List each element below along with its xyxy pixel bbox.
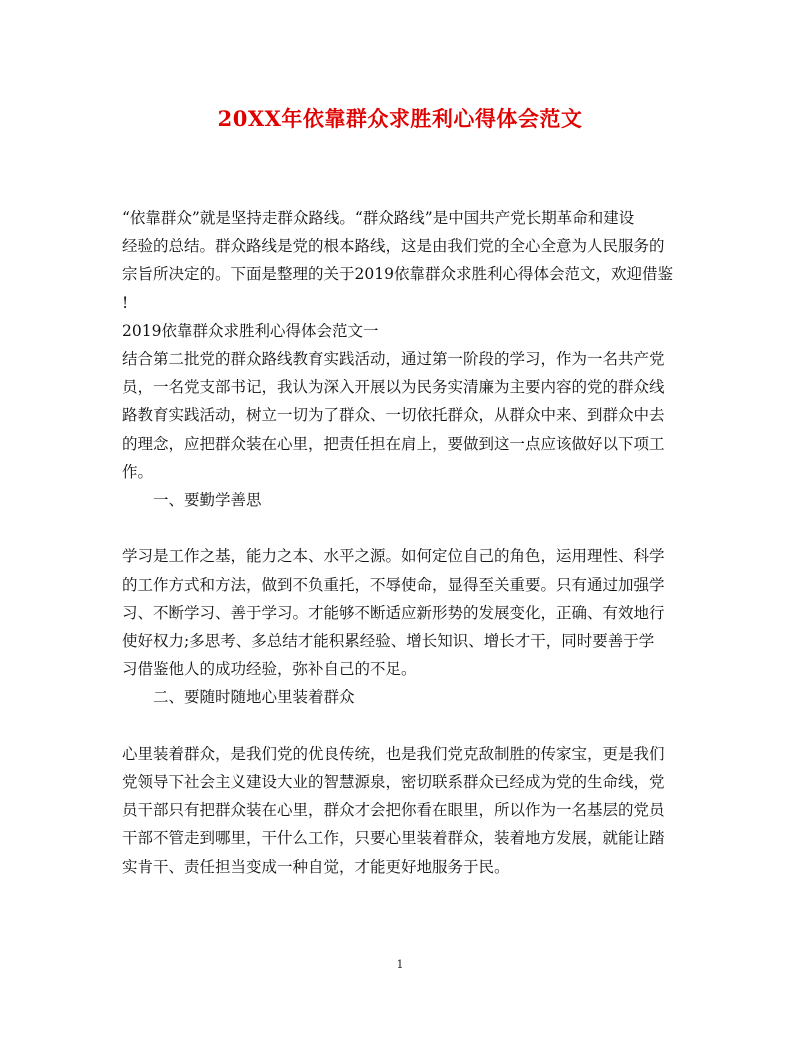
intro-line: “依靠群众”就是坚持走群众路线。“群众路线”是中国共产党长期革命和建设: [122, 209, 635, 227]
paragraph-line: 作。: [122, 462, 154, 481]
section-heading-text: 一、要勤学善思: [153, 491, 262, 510]
intro-line: 经验的总结。群众路线是党的根本路线，这是由我们党的全心全意为人民服务的: [122, 237, 665, 256]
paragraph-line: 的工作方式和方法，做到不负重托，不辱使命，显得至关重要。只有通过加强学: [122, 575, 665, 594]
paragraph-line: 员，一名党支部书记，我认为深入开展以为民务实清廉为主要内容的党的群众线: [122, 378, 665, 397]
intro-paragraph: [122, 204, 678, 317]
blank-line: [122, 514, 678, 542]
paragraph-line: 结合第二批党的群众路线教育实践活动，通过第一阶段的学习，作为一名共产党: [122, 350, 665, 369]
section-heading-2: [122, 683, 678, 711]
paragraph-line: 实肯干、责任担当变成一种自觉，才能更好地服务于民。: [122, 857, 510, 876]
paragraph-1: [122, 345, 678, 486]
document-title: 20XX年依靠群众求胜利心得体会范文: [217, 106, 583, 131]
document-body: [122, 204, 678, 881]
blank-line: [122, 712, 678, 740]
page-number: 1: [396, 958, 404, 971]
paragraph-line: 习、不断学习、善于学习。才能够不断适应新形势的发展变化，正确、有效地行: [122, 603, 665, 622]
article-subtitle-text: 2019依靠群众求胜利心得体会范文一: [122, 321, 379, 340]
paragraph-line: 学习是工作之基，能力之本、水平之源。如何定位自己的角色，运用理性、科学: [122, 547, 665, 566]
paragraph-line: 习借鉴他人的成功经验，弥补自己的不足。: [122, 660, 417, 679]
intro-line: !: [122, 293, 129, 312]
section-heading-1: [122, 486, 678, 514]
paragraph-line: 的理念，应把群众装在心里，把责任担在肩上，要做到这一点应该做好以下项工: [122, 434, 665, 453]
paragraph-line: 员干部只有把群众装在心里，群众才会把你看在眼里，所以作为一名基层的党员: [122, 801, 665, 820]
intro-line: 宗旨所决定的。下面是整理的关于2019依靠群众求胜利心得体会范文，欢迎借鉴: [122, 265, 673, 284]
paragraph-line: 路教育实践活动，树立一切为了群众、一切依托群众，从群众中来、到群众中去: [122, 406, 665, 425]
paragraph-line: 使好权力;多思考、多总结才能积累经验、增长知识、增长才干，同时要善于学: [122, 632, 655, 651]
paragraph-3: [122, 740, 678, 881]
paragraph-line: 干部不管走到哪里，干什么工作，只要心里装着群众，装着地方发展，就能让踏: [122, 829, 665, 848]
paragraph-line: 党领导下社会主义建设大业的智慧源泉，密切联系群众已经成为党的生命线，党: [122, 773, 665, 792]
article-subtitle: [122, 317, 678, 345]
paragraph-line: 心里装着群众，是我们党的优良传统，也是我们党克敌制胜的传家宝，更是我们: [122, 744, 665, 763]
section-heading-text: 二、要随时随地心里装着群众: [153, 688, 355, 707]
paragraph-2: [122, 542, 678, 683]
